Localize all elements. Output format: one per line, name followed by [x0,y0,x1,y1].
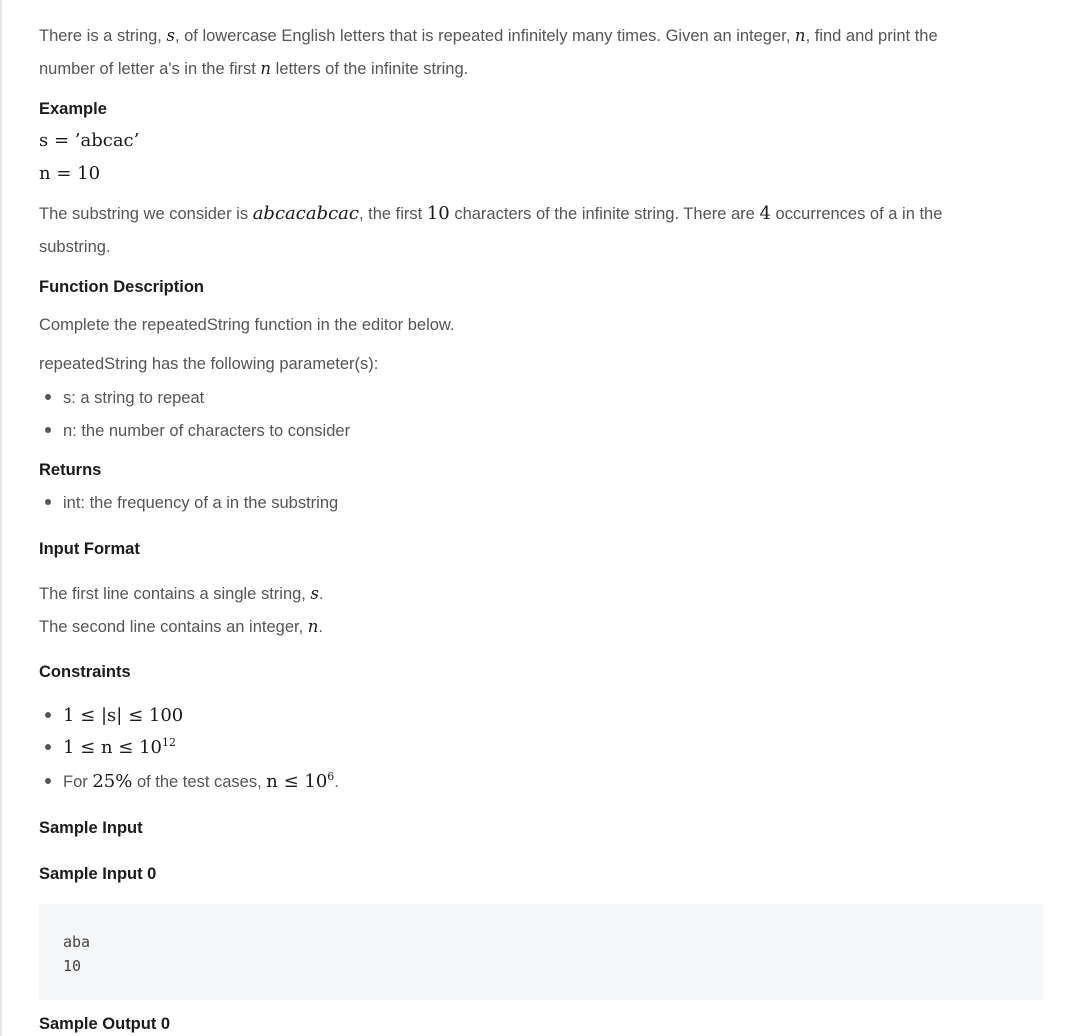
left-border [0,0,2,1036]
function-description-line-2: repeatedString has the following parameter(s): [39,355,379,373]
example-heading: Example [39,100,107,118]
bullet-icon [45,427,51,433]
bullet-icon [45,744,51,750]
bullet-icon [45,778,51,784]
sample-input-code-block [39,904,1043,1000]
intro-line-1: There is a string, s, of lowercase English letters that is repeated infinitely many times. Given an integer, n, find and print the [39,26,938,45]
sample-output-0-heading: Sample Output 0 [39,1015,171,1033]
bullet-icon [45,499,51,505]
bullet-icon [45,394,51,400]
input-format-line-2: The second line contains an integer, n. [39,617,323,636]
function-description-heading: Function Description [39,278,204,296]
list-item: $1 \le n \le 10^{12}$ [39,736,176,760]
list-item: 1 ≤ |s| ≤ 100 [39,704,183,728]
sample-input-code: aba 10 [63,933,91,975]
list-item: For 25% of the test cases, $n \le 10^6$. [39,770,339,794]
sample-input-heading: Sample Input [39,819,143,837]
list-item: n: the number of characters to consider [39,419,350,443]
bullet-icon [45,712,51,718]
list-item: int: the frequency of a in the substring [39,491,338,515]
input-format-line-1: The first line contains a single string, s. [39,584,324,603]
constraints-heading: Constraints [39,663,131,681]
returns-heading: Returns [39,461,102,479]
list-item: s: a string to repeat [39,386,204,410]
function-description-line-1: Complete the repeatedString function in the editor below. [39,316,455,334]
example-explanation-line-2: substring. [39,238,111,256]
input-format-heading: Input Format [39,540,140,558]
example-n-value: n = 10 [39,163,101,184]
example-explanation-line-1: The substring we consider is abcacabcac, the first 10 characters of the infinite string. There are 4 occurrences of a in the [39,203,943,224]
sample-input-0-heading: Sample Input 0 [39,865,157,883]
intro-line-2: number of letter a's in the first n letters of the infinite string. [39,59,469,78]
example-s-value: s = ’abcac’ [39,130,140,151]
